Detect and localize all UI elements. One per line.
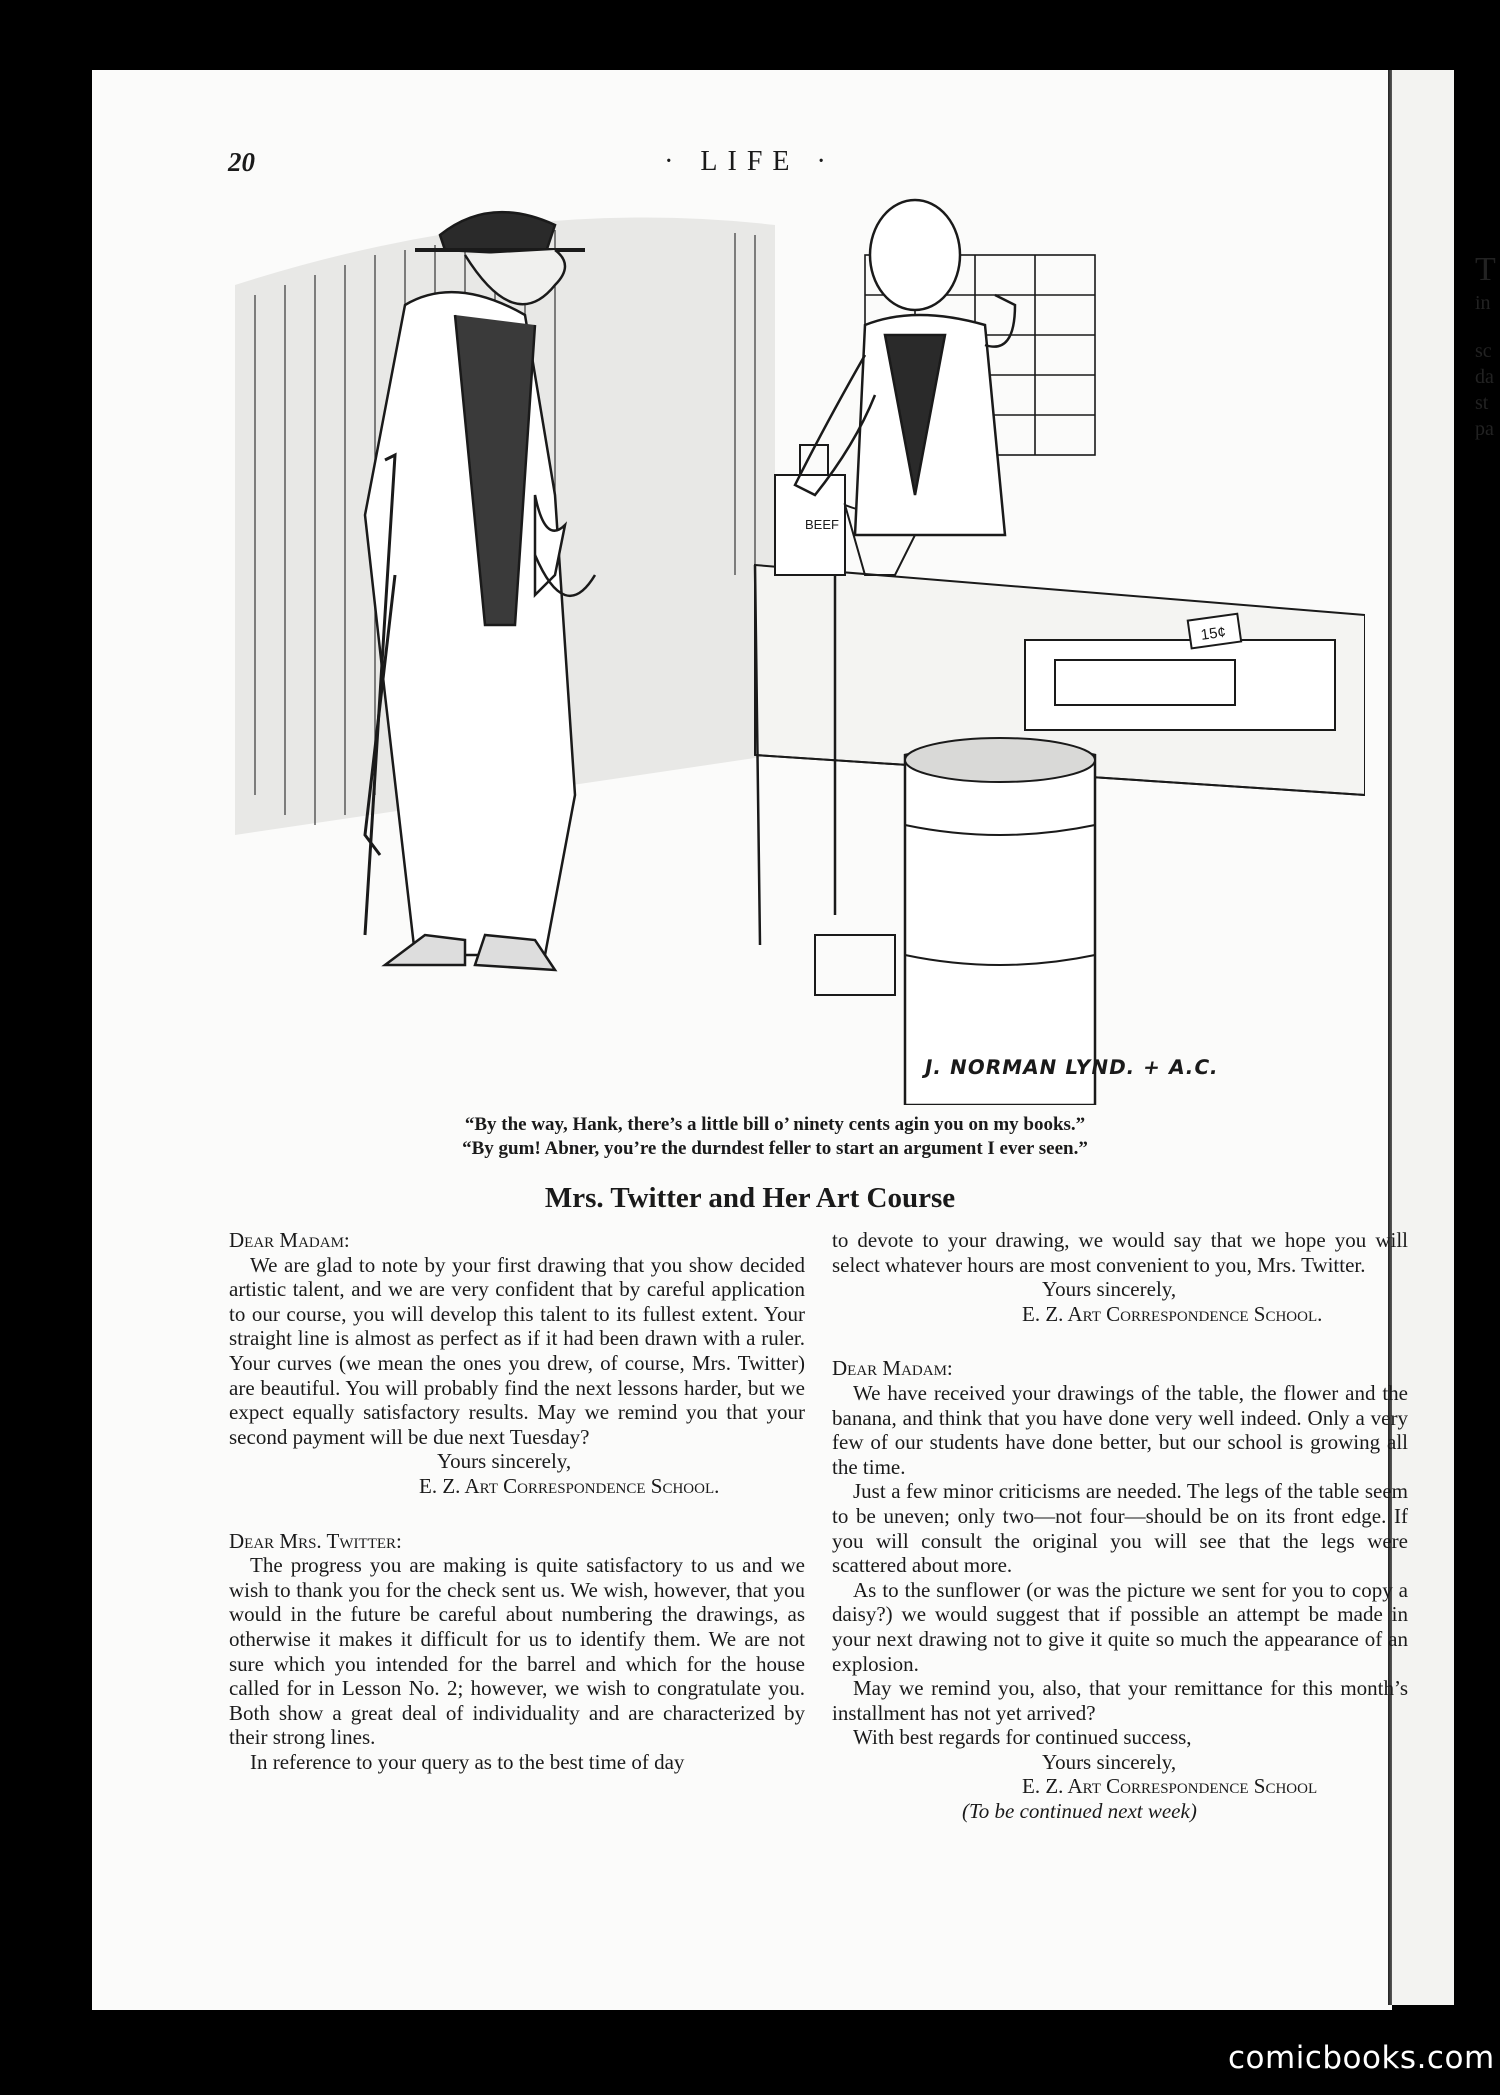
site-watermark: comicbooks.com	[1228, 2040, 1495, 2076]
salutation: Dear Madam:	[229, 1228, 350, 1252]
continued-note: (To be continued next week)	[962, 1799, 1197, 1824]
adjacent-letter: st	[1475, 392, 1489, 414]
cartoon-illustration	[215, 195, 1365, 1105]
paragraph: In reference to your query as to the best time of day	[250, 1749, 685, 1774]
caption-line: “By gum! Abner, you’re the durndest feller to start an argument I ever seen.”	[462, 1138, 1088, 1159]
paragraph: As to the sunflower (or was the picture we sent for you to copy a daisy?) we would suggest that if possible an attempt be made in your next drawing not to give it quite so much the appearance of an explosion.	[832, 1577, 1408, 1676]
paragraph: Just a few minor criticisms are needed. The legs of the table seem to be uneven; only two—not four—should be on its front edge. If you will consult the original you will see that the legs were scattered about more.	[832, 1479, 1408, 1578]
adjacent-letter: pa	[1475, 418, 1494, 440]
adjacent-page-text	[1475, 250, 1500, 442]
article-title: Mrs. Twitter and Her Art Course	[544, 1182, 956, 1214]
school-name: E. Z. Art Correspondence School.	[419, 1473, 720, 1498]
school-name: E. Z. Art Correspondence School.	[1022, 1301, 1323, 1326]
paragraph: to devote to your drawing, we would say that we hope you will select whatever hours are most convenient to you, Mrs. Twitter.	[832, 1228, 1408, 1277]
article-column-left	[229, 1228, 805, 1774]
salutation: Dear Mrs. Twitter:	[229, 1528, 402, 1553]
paragraph: We have received your drawings of the table, the flower and the banana, and think that you have done very well indeed. Only a very few of our students have done better, but our school is growing all the time.	[832, 1380, 1408, 1479]
crate-label: BEEF	[805, 517, 839, 532]
signoff: Yours sincerely,	[437, 1449, 572, 1474]
school-name: E. Z. Art Correspondence School	[1022, 1774, 1318, 1799]
artist-signature: J. NORMAN LYND. + A.C.	[922, 1055, 1221, 1079]
price-tag: 15¢	[1199, 623, 1227, 644]
adjacent-letter: in	[1475, 292, 1491, 314]
paragraph: May we remind you, also, that your remittance for this month’s installment has not yet arrived?	[832, 1676, 1408, 1725]
adjacent-letter: sc	[1475, 340, 1492, 362]
adjacent-letter: da	[1475, 366, 1494, 388]
cartoon-caption	[300, 1113, 1250, 1161]
paragraph: The progress you are making is quite satisfactory to us and we wish to thank you for the check sent us. We wish, however, that you would in the future be careful about numbering the drawings, as otherwise it makes it difficult for us to identify them. We are not sure which you intended for the barrel and which for the house called for in Lesson No. 2; however, we wish to congratulate you. Both show a great deal of individuality and are characterized by their strong lines.	[229, 1553, 805, 1750]
signoff: Yours sincerely,	[1042, 1277, 1177, 1302]
article-column-right	[832, 1228, 1408, 1824]
paragraph: With best regards for continued success,	[853, 1725, 1192, 1750]
page-number: 20	[228, 147, 255, 177]
adjacent-letter: T	[1475, 251, 1496, 288]
caption-line: “By the way, Hank, there’s a little bill o’ ninety cents agin you on my books.”	[464, 1114, 1086, 1135]
signoff: Yours sincerely,	[1042, 1749, 1177, 1774]
paragraph: We are glad to note by your first drawing that you show decided artistic talent, and we are very confident that by careful application to our course, you will develop this talent to its fullest extent. Your straight line is almost as perfect as if it had been drawn with a ruler. Your curves (we mean the ones you drew, of course, Mrs. Twitter) are beautiful. You will probably find the next lessons harder, but we expect equally satisfactory results. May we remind you that your second payment will be due next Tuesday?	[229, 1252, 805, 1449]
salutation: Dear Madam:	[832, 1356, 953, 1381]
magazine-title: · LIFE ·	[664, 146, 836, 177]
